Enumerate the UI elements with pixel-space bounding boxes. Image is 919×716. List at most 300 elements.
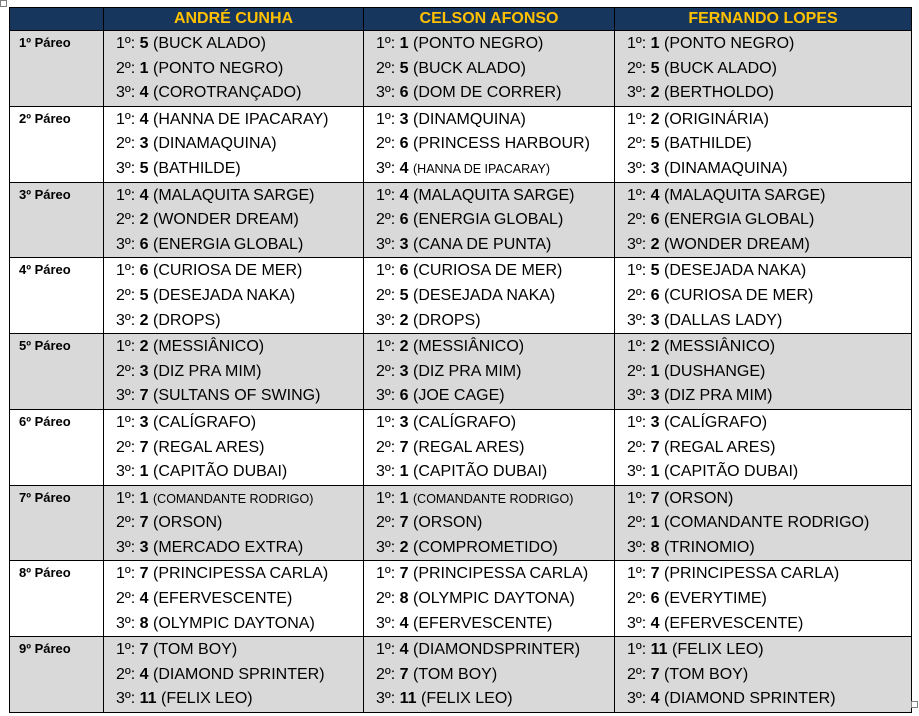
pick-position: 3º:: [116, 84, 136, 102]
pick-line: [376, 436, 614, 461]
race-row: [10, 31, 912, 107]
horse-name: (CAPITÃO DUBAI): [664, 463, 799, 481]
race-row: [10, 561, 912, 637]
pick-position: 2º:: [376, 211, 396, 229]
pick-line: [627, 562, 911, 587]
pick-line: [376, 57, 614, 82]
horse-name: (HANNA DE IPACARAY): [153, 110, 329, 128]
header-fernando-lopes[interactable]: FERNANDO LOPES: [615, 8, 912, 31]
pick-position: 3º:: [627, 690, 647, 708]
horse-number: 6: [399, 211, 409, 229]
pick-position: 1º:: [116, 489, 136, 507]
pick-position: 3º:: [627, 463, 647, 481]
pick-position: 1º:: [627, 110, 647, 128]
picks-cell-andre[interactable]: [104, 561, 364, 637]
pick-line: [116, 233, 363, 258]
pick-line: [627, 411, 911, 436]
pick-position: 1º:: [627, 338, 647, 356]
pick-position: 1º:: [116, 565, 136, 583]
race-row: [10, 637, 912, 713]
horse-name: (DINAMAQUINA): [664, 159, 788, 177]
pick-position: 3º:: [376, 159, 396, 177]
horse-number: 7: [139, 438, 149, 456]
pick-line: [627, 436, 911, 461]
horse-name: (DIZ PRA MIM): [664, 387, 773, 405]
horse-number: 3: [399, 413, 409, 431]
horse-number: 6: [399, 84, 409, 102]
horse-number: 2: [650, 110, 660, 128]
horse-name: (EFERVESCENTE): [413, 614, 553, 632]
horse-name: (BUCK ALADO): [153, 35, 266, 52]
pick-line: [376, 108, 614, 133]
horse-number: 2: [139, 211, 149, 229]
horse-name: (BUCK ALADO): [413, 59, 526, 77]
pick-line: [376, 309, 614, 334]
horse-number: 2: [399, 338, 409, 356]
horse-name: (JOE CAGE): [413, 387, 505, 405]
horse-number: 3: [650, 413, 660, 431]
horse-number: 7: [399, 438, 409, 456]
pick-position: 1º:: [376, 641, 396, 659]
horse-number: 1: [650, 35, 660, 52]
horse-name: (CAPITÃO DUBAI): [413, 463, 548, 481]
horse-number: 6: [139, 235, 149, 253]
horse-number: 4: [139, 84, 149, 102]
horse-number: 3: [139, 362, 149, 380]
pick-position: 3º:: [376, 387, 396, 405]
horse-name: (COMANDANTE RODRIGO): [413, 491, 574, 506]
pick-position: 3º:: [116, 614, 136, 632]
pick-line: [116, 638, 363, 663]
pick-line: [116, 436, 363, 461]
pick-line: [116, 687, 363, 712]
horse-name: (COMANDANTE RODRIGO): [664, 514, 870, 532]
pick-line: [376, 536, 614, 561]
picks-cell-andre[interactable]: [104, 106, 364, 182]
horse-number: 6: [139, 262, 149, 280]
pick-position: 3º:: [376, 690, 396, 708]
picks-cell-celson[interactable]: [364, 561, 615, 637]
pick-position: 2º:: [376, 286, 396, 304]
pick-line: [376, 233, 614, 258]
race-row: [10, 409, 912, 485]
horse-name: (DESEJADA NAKA): [664, 262, 807, 280]
horse-name: (TOM BOY): [153, 641, 238, 659]
pick-line: [116, 259, 363, 284]
pick-position: 1º:: [627, 35, 647, 52]
pick-line: [627, 612, 911, 637]
horse-number: 1: [399, 463, 409, 481]
horse-name: (DESEJADA NAKA): [153, 286, 296, 304]
pick-line: [376, 587, 614, 612]
horse-name: (ENERGIA GLOBAL): [153, 235, 304, 253]
pick-position: 3º:: [627, 614, 647, 632]
race-label-cell[interactable]: 1º Páreo: [10, 31, 104, 107]
horse-number: 3: [139, 538, 149, 556]
pick-position: 1º:: [376, 338, 396, 356]
picks-cell-fernando[interactable]: [615, 334, 912, 410]
pick-position: 2º:: [627, 286, 647, 304]
race-label-cell[interactable]: 5º Páreo: [10, 334, 104, 410]
pick-line: [116, 587, 363, 612]
horse-name: (DIZ PRA MIM): [153, 362, 262, 380]
horse-number: 1: [650, 362, 660, 380]
horse-number: 1: [139, 463, 149, 481]
horse-number: 2: [399, 538, 409, 556]
horse-number: 7: [650, 438, 660, 456]
header-andre-cunha[interactable]: ANDRÉ CUNHA: [104, 8, 364, 31]
horse-name: (OLYMPIC DAYTONA): [413, 590, 575, 608]
pick-position: 2º:: [116, 362, 136, 380]
pick-line: [376, 184, 614, 209]
race-label-cell[interactable]: 3º Páreo: [10, 182, 104, 258]
horse-number: 6: [650, 590, 660, 608]
horse-name: (REGAL ARES): [413, 438, 525, 456]
pick-position: 1º:: [376, 413, 396, 431]
picks-cell-celson[interactable]: [364, 334, 615, 410]
race-label-cell[interactable]: 9º Páreo: [10, 637, 104, 713]
header-celson-afonso[interactable]: CELSON AFONSO: [364, 8, 615, 31]
pick-line: [116, 184, 363, 209]
pick-line: [627, 108, 911, 133]
pick-line: [627, 460, 911, 485]
pick-line: [376, 132, 614, 157]
pick-line: [116, 108, 363, 133]
horse-name: (OLYMPIC DAYTONA): [153, 614, 315, 632]
pick-line: [116, 157, 363, 182]
horse-name: (CALÍGRAFO): [153, 413, 257, 431]
pick-position: 3º:: [116, 463, 136, 481]
pick-position: 3º:: [116, 538, 136, 556]
picks-cell-celson[interactable]: [364, 31, 615, 107]
pick-position: 2º:: [627, 590, 647, 608]
picks-cell-andre[interactable]: [104, 31, 364, 107]
horse-name: (PRINCIPESSA CARLA): [664, 565, 840, 583]
horse-number: 8: [399, 590, 409, 608]
pick-line: [376, 259, 614, 284]
horse-name: (FELIX LEO): [421, 690, 513, 708]
picks-cell-fernando[interactable]: [615, 31, 912, 107]
pick-position: 1º:: [627, 489, 647, 507]
pick-position: 1º:: [376, 489, 396, 507]
picks-cell-celson[interactable]: [364, 182, 615, 258]
pick-position: 3º:: [627, 159, 647, 177]
pick-line: [376, 284, 614, 309]
pick-line: [376, 208, 614, 233]
horse-number: 8: [650, 538, 660, 556]
horse-number: 6: [399, 135, 409, 153]
pick-position: 2º:: [627, 665, 647, 683]
pick-line: [116, 360, 363, 385]
pick-line: [376, 487, 614, 512]
horse-number: 7: [650, 565, 660, 583]
pick-line: [116, 411, 363, 436]
picks-cell-fernando[interactable]: [615, 106, 912, 182]
horse-name: (ENERGIA GLOBAL): [664, 211, 815, 229]
selection-handle-top-left[interactable]: [0, 0, 7, 7]
pick-position: 2º:: [116, 665, 136, 683]
horse-number: 7: [139, 641, 149, 659]
pick-position: 3º:: [376, 463, 396, 481]
horse-number: 11: [139, 690, 157, 708]
horse-name: (PONTO NEGRO): [664, 35, 795, 52]
horse-number: 5: [650, 135, 660, 153]
picks-cell-fernando[interactable]: [615, 485, 912, 561]
horse-number: 3: [139, 135, 149, 153]
pick-position: 1º:: [627, 565, 647, 583]
pick-position: 2º:: [627, 514, 647, 532]
pick-line: [627, 81, 911, 106]
pick-line: [376, 335, 614, 360]
horse-name: (DINAMAQUINA): [153, 135, 277, 153]
pick-position: 2º:: [116, 286, 136, 304]
pick-line: [116, 208, 363, 233]
horse-number: 2: [650, 84, 660, 102]
picks-cell-andre[interactable]: [104, 637, 364, 713]
horse-number: 7: [650, 665, 660, 683]
picks-cell-celson[interactable]: [364, 409, 615, 485]
pick-line: [627, 259, 911, 284]
horse-name: (CANA DE PUNTA): [413, 235, 552, 253]
horse-number: 1: [650, 514, 660, 532]
pick-position: 2º:: [116, 59, 136, 77]
pick-line: [627, 335, 911, 360]
horse-name: (CURIOSA DE MER): [413, 262, 563, 280]
pick-line: [627, 208, 911, 233]
pick-line: [376, 384, 614, 409]
pick-position: 2º:: [627, 362, 647, 380]
horse-name: (CURIOSA DE MER): [153, 262, 303, 280]
horse-number: 7: [650, 489, 660, 507]
horse-number: 5: [139, 286, 149, 304]
horse-name: (MESSIÂNICO): [153, 338, 265, 356]
pick-position: 1º:: [627, 186, 647, 204]
horse-number: 4: [139, 665, 149, 683]
horse-name: (CURIOSA DE MER): [664, 286, 814, 304]
horse-number: 6: [650, 211, 660, 229]
horse-number: 2: [650, 338, 660, 356]
horse-name: (TRINOMIO): [664, 538, 755, 556]
horse-name: (BUCK ALADO): [664, 59, 777, 77]
pick-position: 3º:: [116, 690, 136, 708]
horse-number: 3: [139, 413, 149, 431]
horse-name: (EFERVESCENTE): [153, 590, 293, 608]
horse-name: (BERTHOLDO): [664, 84, 774, 102]
horse-number: 11: [399, 690, 417, 708]
pick-position: 1º:: [116, 35, 136, 52]
horse-name: (SULTANS OF SWING): [153, 387, 321, 405]
picks-cell-andre[interactable]: [104, 409, 364, 485]
pick-position: 1º:: [116, 413, 136, 431]
pick-line: [116, 612, 363, 637]
pick-line: [627, 536, 911, 561]
pick-line: [376, 638, 614, 663]
race-row: [10, 106, 912, 182]
horse-name: (DUSHANGE): [664, 362, 766, 380]
horse-number: 4: [399, 159, 409, 177]
horse-name: (CALÍGRAFO): [413, 413, 517, 431]
horse-number: 2: [139, 311, 149, 329]
horse-name: (DIAMONDSPRINTER): [413, 641, 581, 659]
pick-line: [376, 411, 614, 436]
picks-cell-andre[interactable]: [104, 182, 364, 258]
horse-name: (WONDER DREAM): [664, 235, 810, 253]
pick-position: 1º:: [627, 413, 647, 431]
race-label-cell[interactable]: 6º Páreo: [10, 409, 104, 485]
pick-line: [627, 587, 911, 612]
horse-name: (ORSON): [664, 489, 734, 507]
pick-line: [116, 32, 363, 57]
horse-number: 7: [139, 387, 149, 405]
race-label-cell[interactable]: 8º Páreo: [10, 561, 104, 637]
horse-name: (CAPITÃO DUBAI): [153, 463, 288, 481]
pick-line: [627, 638, 911, 663]
pick-line: [627, 32, 911, 57]
horse-name: (DROPS): [153, 311, 221, 329]
picks-cell-celson[interactable]: [364, 258, 615, 334]
horse-number: 3: [650, 311, 660, 329]
pick-line: [116, 132, 363, 157]
pick-line: [116, 81, 363, 106]
pick-line: [627, 384, 911, 409]
horse-number: 6: [399, 387, 409, 405]
horse-name: (DINAMQUINA): [413, 110, 526, 128]
horse-name: (REGAL ARES): [664, 438, 776, 456]
pick-line: [116, 284, 363, 309]
horse-name: (PONTO NEGRO): [413, 35, 544, 52]
picks-cell-fernando[interactable]: [615, 637, 912, 713]
horse-name: (FELIX LEO): [672, 641, 764, 659]
horse-number: 5: [399, 286, 409, 304]
pick-position: 1º:: [116, 641, 136, 659]
horse-name: (TOM BOY): [664, 665, 749, 683]
picks-cell-celson[interactable]: [364, 106, 615, 182]
horse-name: (FELIX LEO): [161, 690, 253, 708]
horse-name: (EVERYTIME): [664, 590, 767, 608]
pick-position: 2º:: [376, 438, 396, 456]
pick-position: 3º:: [116, 159, 136, 177]
picks-cell-fernando[interactable]: [615, 182, 912, 258]
pick-line: [627, 511, 911, 536]
pick-line: [116, 511, 363, 536]
pick-line: [627, 132, 911, 157]
picks-cell-andre[interactable]: [104, 258, 364, 334]
pick-line: [376, 687, 614, 712]
pick-line: [376, 663, 614, 688]
horse-name: (ORSON): [153, 514, 223, 532]
pick-line: [116, 335, 363, 360]
pick-line: [627, 663, 911, 688]
horse-number: 3: [399, 362, 409, 380]
horse-name: (DOM DE CORRER): [413, 84, 562, 102]
pick-position: 2º:: [116, 135, 136, 153]
pick-position: 2º:: [627, 59, 647, 77]
pick-position: 3º:: [376, 235, 396, 253]
pick-position: 3º:: [116, 311, 136, 329]
pick-line: [627, 57, 911, 82]
pick-line: [376, 562, 614, 587]
pick-position: 3º:: [627, 387, 647, 405]
header-row: [10, 8, 912, 31]
horse-number: 4: [139, 186, 149, 204]
horse-number: 3: [399, 235, 409, 253]
pick-position: 1º:: [627, 262, 647, 280]
horse-name: (MALAQUITA SARGE): [413, 186, 575, 204]
horse-number: 8: [139, 614, 149, 632]
picks-cell-fernando[interactable]: [615, 409, 912, 485]
race-row: [10, 182, 912, 258]
pick-line: [376, 32, 614, 57]
pick-line: [376, 81, 614, 106]
pick-position: 2º:: [376, 362, 396, 380]
horse-name: (DIZ PRA MIM): [413, 362, 522, 380]
race-row: [10, 258, 912, 334]
horse-number: 4: [399, 614, 409, 632]
pick-line: [116, 663, 363, 688]
horse-name: (BATHILDE): [664, 135, 752, 153]
horse-number: 4: [650, 690, 660, 708]
horse-number: 4: [650, 614, 660, 632]
pick-position: 3º:: [627, 235, 647, 253]
pick-position: 3º:: [376, 538, 396, 556]
selection-handle-bottom-right[interactable]: [911, 701, 918, 708]
picks-cell-celson[interactable]: [364, 485, 615, 561]
horse-number: 7: [399, 514, 409, 532]
picks-cell-celson[interactable]: [364, 637, 615, 713]
picks-cell-andre[interactable]: [104, 334, 364, 410]
horse-number: 1: [399, 489, 409, 507]
racing-tips-table[interactable]: [9, 7, 912, 713]
pick-position: 2º:: [116, 211, 136, 229]
pick-position: 1º:: [116, 338, 136, 356]
race-row: [10, 334, 912, 410]
pick-position: 1º:: [627, 641, 647, 659]
picks-cell-andre[interactable]: [104, 485, 364, 561]
pick-line: [627, 233, 911, 258]
horse-number: 3: [650, 387, 660, 405]
horse-name: (MESSIÂNICO): [413, 338, 525, 356]
horse-name: (PRINCESS HARBOUR): [413, 135, 590, 153]
horse-number: 6: [399, 262, 409, 280]
horse-number: 4: [139, 110, 149, 128]
horse-name: (HANNA DE IPACARAY): [413, 161, 551, 176]
picks-cell-fernando[interactable]: [615, 561, 912, 637]
pick-position: 2º:: [376, 135, 396, 153]
horse-number: 11: [650, 641, 668, 659]
race-label-cell[interactable]: 7º Páreo: [10, 485, 104, 561]
horse-name: (COMANDANTE RODRIGO): [153, 491, 314, 506]
pick-position: 2º:: [376, 514, 396, 532]
horse-number: 7: [399, 665, 409, 683]
horse-number: 2: [399, 311, 409, 329]
horse-number: 1: [399, 35, 409, 52]
horse-name: (ORSON): [413, 514, 483, 532]
pick-line: [376, 157, 614, 182]
pick-position: 2º:: [116, 514, 136, 532]
race-label-cell[interactable]: 4º Páreo: [10, 258, 104, 334]
pick-line: [116, 487, 363, 512]
horse-number: 5: [139, 35, 149, 52]
horse-number: 1: [650, 463, 660, 481]
race-label-cell[interactable]: 2º Páreo: [10, 106, 104, 182]
pick-position: 1º:: [376, 110, 396, 128]
horse-name: (REGAL ARES): [153, 438, 265, 456]
picks-cell-fernando[interactable]: [615, 258, 912, 334]
pick-position: 3º:: [116, 235, 136, 253]
pick-position: 2º:: [376, 590, 396, 608]
pick-position: 3º:: [376, 614, 396, 632]
pick-position: 2º:: [376, 665, 396, 683]
